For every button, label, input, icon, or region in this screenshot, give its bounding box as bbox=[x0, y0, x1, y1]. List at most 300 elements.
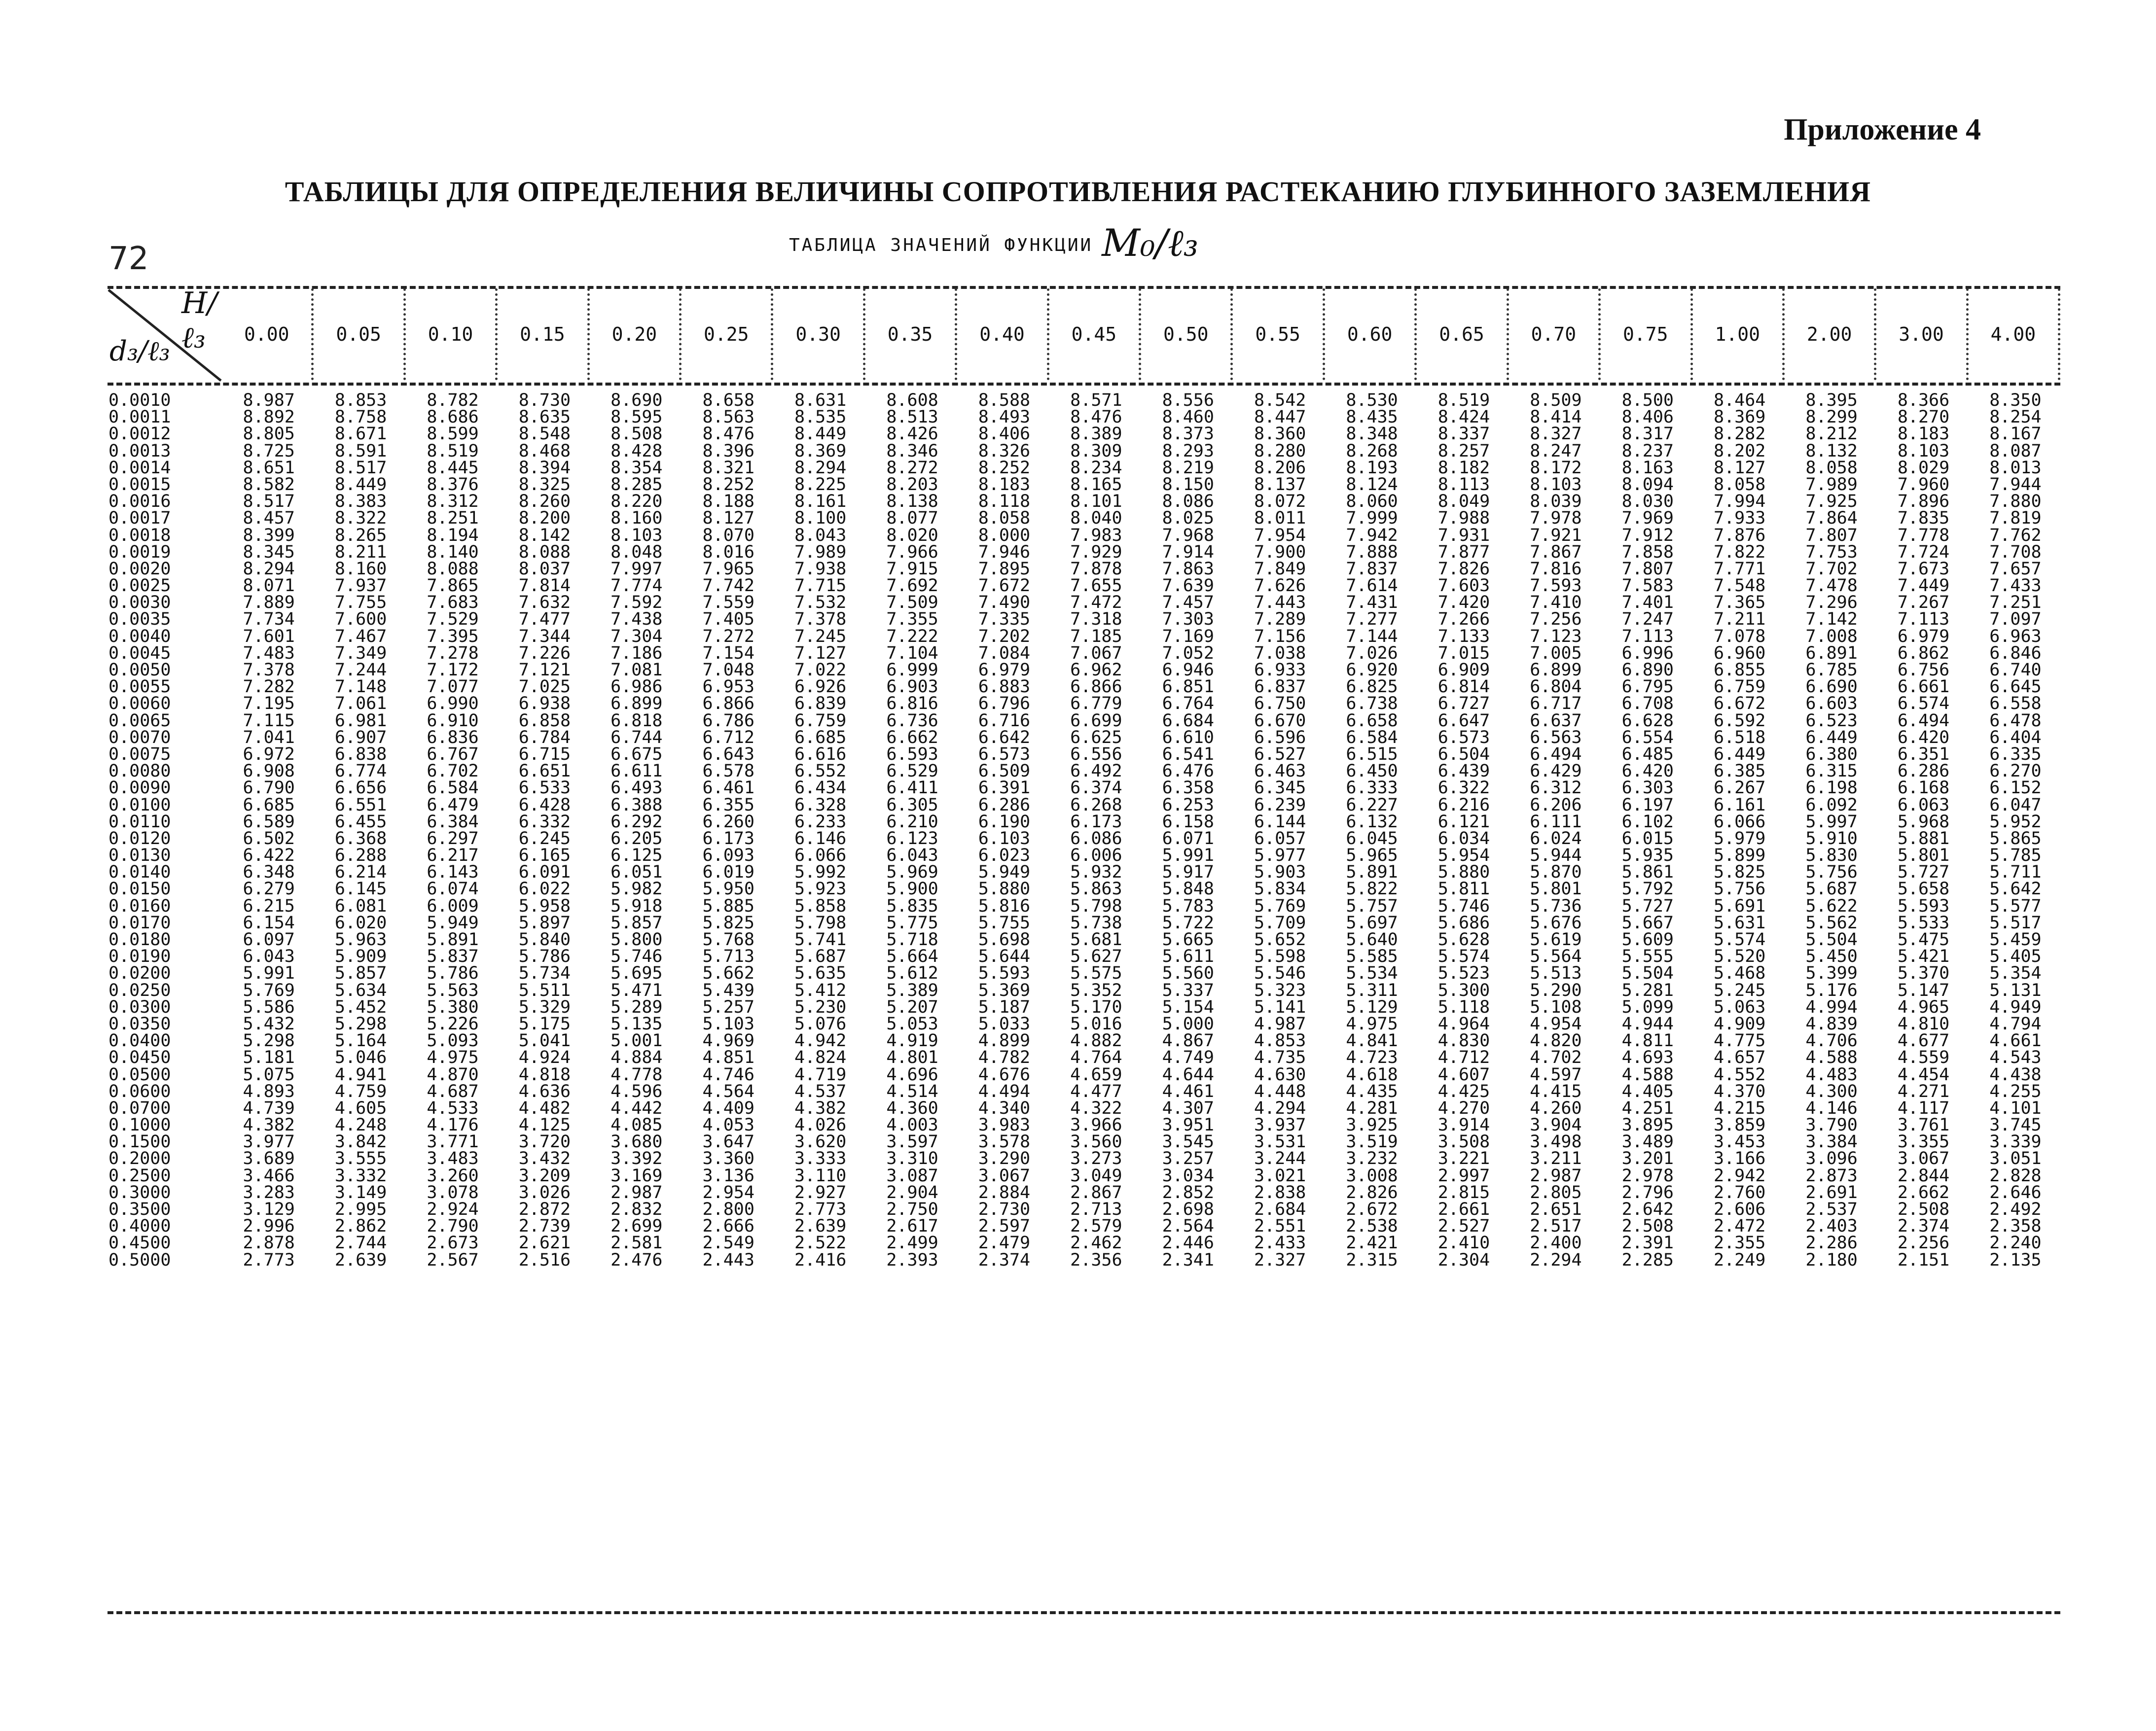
table-cell: 7.156 bbox=[1254, 626, 1306, 646]
table-cell: 4.448 bbox=[1254, 1081, 1306, 1101]
table-cell: 8.088 bbox=[518, 542, 571, 562]
table-cell: 5.755 bbox=[978, 913, 1031, 933]
table-cell: 2.516 bbox=[518, 1250, 571, 1270]
table-cell: 5.176 bbox=[1805, 980, 1858, 1000]
table-cell: 4.438 bbox=[1989, 1064, 2042, 1085]
table-cell: 2.522 bbox=[794, 1233, 847, 1253]
row-label: 0.0160 bbox=[108, 896, 171, 916]
table-cell: 3.310 bbox=[886, 1149, 938, 1169]
table-cell: 8.445 bbox=[427, 458, 479, 478]
table-cell: 5.370 bbox=[1897, 963, 1950, 984]
table-cell: 8.519 bbox=[1437, 390, 1490, 410]
table-cell: 6.675 bbox=[611, 744, 663, 764]
column-header: 0.40 bbox=[957, 288, 1049, 380]
table-cell: 8.853 bbox=[334, 390, 387, 410]
table-cell: 6.479 bbox=[427, 795, 479, 815]
table-cell: 6.286 bbox=[1897, 761, 1950, 781]
table-cell: 8.029 bbox=[1897, 458, 1950, 478]
table-cell: 8.500 bbox=[1621, 390, 1674, 410]
table-cell: 2.567 bbox=[427, 1250, 479, 1270]
table-cell: 6.322 bbox=[1437, 778, 1490, 798]
table-cell: 8.595 bbox=[611, 407, 663, 427]
table-cell: 6.165 bbox=[518, 846, 571, 866]
table-cell: 3.720 bbox=[518, 1132, 571, 1152]
table-cell: 6.123 bbox=[886, 828, 938, 848]
table-cell: 3.129 bbox=[243, 1200, 295, 1219]
table-cell: 5.513 bbox=[1530, 963, 1582, 984]
table-cell: 5.741 bbox=[794, 930, 847, 950]
table-cell: 6.439 bbox=[1437, 761, 1490, 781]
table-cell: 2.996 bbox=[243, 1216, 295, 1236]
table-cell: 8.200 bbox=[518, 508, 571, 529]
table-cell: 7.960 bbox=[1897, 474, 1950, 495]
table-cell: 5.949 bbox=[978, 862, 1031, 883]
table-cell: 2.472 bbox=[1714, 1216, 1766, 1236]
table-cell: 8.406 bbox=[978, 424, 1031, 444]
table-cell: 6.020 bbox=[334, 913, 387, 933]
table-cell: 6.312 bbox=[1530, 778, 1582, 798]
table-cell: 6.303 bbox=[1621, 778, 1674, 798]
table-cell: 4.764 bbox=[1070, 1048, 1122, 1068]
table-cell: 7.900 bbox=[1254, 542, 1306, 562]
table-cell: 4.618 bbox=[1346, 1064, 1398, 1085]
table-cell: 7.289 bbox=[1254, 609, 1306, 630]
table-cell: 8.535 bbox=[794, 407, 847, 427]
table-cell: 6.825 bbox=[1346, 677, 1398, 697]
table-cell: 5.798 bbox=[1070, 896, 1122, 916]
table-cell: 5.992 bbox=[794, 862, 847, 883]
table-cell: 7.410 bbox=[1530, 593, 1582, 613]
table-cell: 6.946 bbox=[1162, 660, 1214, 680]
table-cell: 6.509 bbox=[978, 761, 1031, 781]
column-header-row bbox=[222, 288, 2060, 380]
table-cell: 4.949 bbox=[1989, 997, 2042, 1017]
table-cell: 2.796 bbox=[1621, 1182, 1674, 1202]
table-cell: 2.987 bbox=[611, 1182, 663, 1202]
table-row bbox=[108, 1184, 2061, 1201]
table-cell: 5.560 bbox=[1162, 963, 1214, 984]
table-cell: 7.015 bbox=[1437, 643, 1490, 663]
table-cell: 2.800 bbox=[702, 1200, 755, 1219]
table-cell: 3.937 bbox=[1254, 1115, 1306, 1135]
table-cell: 7.026 bbox=[1346, 643, 1398, 663]
table-cell: 8.251 bbox=[427, 508, 479, 529]
table-cell: 8.087 bbox=[1989, 441, 2042, 461]
table-cell: 3.977 bbox=[243, 1132, 295, 1152]
table-cell: 8.513 bbox=[886, 407, 938, 427]
table-cell: 5.738 bbox=[1070, 913, 1122, 933]
table-cell: 7.724 bbox=[1897, 542, 1950, 562]
table-cell: 7.226 bbox=[518, 643, 571, 663]
table-row bbox=[108, 1032, 2061, 1049]
table-cell: 2.374 bbox=[1897, 1216, 1950, 1236]
table-cell: 4.884 bbox=[611, 1048, 663, 1068]
table-cell: 7.431 bbox=[1346, 593, 1398, 613]
table-cell: 5.281 bbox=[1621, 980, 1674, 1000]
table-cell: 6.610 bbox=[1162, 727, 1214, 747]
table-cell: 6.332 bbox=[518, 812, 571, 832]
table-cell: 5.245 bbox=[1714, 980, 1766, 1000]
table-cell: 2.517 bbox=[1530, 1216, 1582, 1236]
table-cell: 6.938 bbox=[518, 694, 571, 714]
table-cell: 2.479 bbox=[978, 1233, 1031, 1253]
table-cell: 6.057 bbox=[1254, 828, 1306, 848]
table-cell: 5.695 bbox=[611, 963, 663, 984]
table-cell: 6.279 bbox=[243, 879, 295, 899]
table-cell: 3.925 bbox=[1346, 1115, 1398, 1135]
table-cell: 5.786 bbox=[427, 963, 479, 984]
table-cell: 5.369 bbox=[978, 980, 1031, 1000]
table-cell: 7.256 bbox=[1530, 609, 1582, 630]
table-cell: 7.989 bbox=[794, 542, 847, 562]
column-header: 0.30 bbox=[773, 288, 865, 380]
table-cell: 6.759 bbox=[794, 710, 847, 731]
table-cell: 3.209 bbox=[518, 1166, 571, 1186]
table-cell: 5.949 bbox=[427, 913, 479, 933]
table-cell: 8.608 bbox=[886, 390, 938, 410]
table-cell: 5.713 bbox=[702, 947, 755, 967]
row-label: 0.0010 bbox=[108, 390, 171, 410]
table-cell: 6.215 bbox=[243, 896, 295, 916]
table-cell: 5.979 bbox=[1714, 828, 1766, 848]
table-cell: 5.848 bbox=[1162, 879, 1214, 899]
table-cell: 5.800 bbox=[611, 930, 663, 950]
table-cell: 5.475 bbox=[1897, 930, 1950, 950]
table-row bbox=[108, 931, 2061, 948]
table-cell: 7.896 bbox=[1897, 492, 1950, 512]
table-cell: 6.578 bbox=[702, 761, 755, 781]
table-cell: 6.411 bbox=[886, 778, 938, 798]
table-cell: 3.578 bbox=[978, 1132, 1031, 1152]
table-cell: 8.193 bbox=[1346, 458, 1398, 478]
table-cell: 2.151 bbox=[1897, 1250, 1950, 1270]
table-cell: 3.597 bbox=[886, 1132, 938, 1152]
table-cell: 5.736 bbox=[1530, 896, 1582, 916]
table-cell: 5.354 bbox=[1989, 963, 2042, 984]
table-cell: 6.903 bbox=[886, 677, 938, 697]
table-cell: 6.125 bbox=[611, 846, 663, 866]
table-cell: 8.048 bbox=[611, 542, 663, 562]
table-cell: 2.508 bbox=[1621, 1216, 1674, 1236]
table-cell: 8.435 bbox=[1346, 407, 1398, 427]
table-cell: 5.891 bbox=[427, 930, 479, 950]
table-cell: 7.041 bbox=[243, 727, 295, 747]
table-cell: 2.617 bbox=[886, 1216, 938, 1236]
header-corner-cell bbox=[108, 286, 222, 383]
table-cell: 5.923 bbox=[794, 879, 847, 899]
table-cell: 8.366 bbox=[1897, 390, 1950, 410]
table-cell: 8.373 bbox=[1162, 424, 1214, 444]
table-cell: 2.904 bbox=[886, 1182, 938, 1202]
table-cell: 6.979 bbox=[978, 660, 1031, 680]
table-cell: 4.415 bbox=[1530, 1081, 1582, 1101]
table-cell: 5.577 bbox=[1989, 896, 2042, 916]
table-cell: 5.900 bbox=[886, 879, 938, 899]
table-cell: 5.108 bbox=[1530, 997, 1582, 1017]
table-cell: 5.041 bbox=[518, 1031, 571, 1051]
table-cell: 6.504 bbox=[1437, 744, 1490, 764]
table-cell: 7.914 bbox=[1162, 542, 1214, 562]
table-cell: 6.227 bbox=[1346, 795, 1398, 815]
table-cell: 6.161 bbox=[1714, 795, 1766, 815]
table-cell: 4.839 bbox=[1805, 1014, 1858, 1034]
table-cell: 8.058 bbox=[1805, 458, 1858, 478]
table-cell: 4.370 bbox=[1714, 1081, 1766, 1101]
table-cell: 7.954 bbox=[1254, 525, 1306, 545]
table-cell: 7.867 bbox=[1530, 542, 1582, 562]
table-cell: 3.489 bbox=[1621, 1132, 1674, 1152]
table-cell: 6.328 bbox=[794, 795, 847, 815]
table-cell: 2.750 bbox=[886, 1200, 938, 1219]
table-cell: 6.573 bbox=[1437, 727, 1490, 747]
row-label: 0.1000 bbox=[108, 1115, 171, 1135]
table-cell: 8.011 bbox=[1254, 508, 1306, 529]
table-cell: 7.966 bbox=[886, 542, 938, 562]
table-cell: 5.593 bbox=[1897, 896, 1950, 916]
table-cell: 5.352 bbox=[1070, 980, 1122, 1000]
table-cell: 4.125 bbox=[518, 1115, 571, 1135]
table-cell: 6.449 bbox=[1714, 744, 1766, 764]
table-cell: 7.600 bbox=[334, 609, 387, 630]
table-cell: 3.087 bbox=[886, 1166, 938, 1186]
table-cell: 8.282 bbox=[1714, 424, 1766, 444]
table-cell: 8.103 bbox=[1530, 474, 1582, 495]
table-cell: 6.816 bbox=[886, 694, 938, 714]
table-cell: 6.972 bbox=[243, 744, 295, 764]
table-cell: 6.267 bbox=[1714, 778, 1766, 798]
table-cell: 2.873 bbox=[1805, 1166, 1858, 1186]
table-cell: 3.169 bbox=[611, 1166, 663, 1186]
table-cell: 5.757 bbox=[1346, 896, 1398, 916]
table-cell: 6.216 bbox=[1437, 795, 1490, 815]
table-cell: 8.457 bbox=[243, 508, 295, 529]
table-cell: 7.865 bbox=[427, 576, 479, 596]
table-cell: 5.534 bbox=[1346, 963, 1398, 984]
table-cell: 8.071 bbox=[243, 576, 295, 596]
table-cell: 7.771 bbox=[1714, 559, 1766, 579]
table-cell: 6.450 bbox=[1346, 761, 1398, 781]
table-cell: 4.712 bbox=[1437, 1048, 1490, 1068]
table-cell: 6.111 bbox=[1530, 812, 1582, 832]
table-cell: 4.405 bbox=[1621, 1081, 1674, 1101]
table-row bbox=[108, 577, 2061, 594]
table-cell: 2.356 bbox=[1070, 1250, 1122, 1270]
table-cell: 7.994 bbox=[1714, 492, 1766, 512]
table-cell: 5.563 bbox=[427, 980, 479, 1000]
table-cell: 5.727 bbox=[1621, 896, 1674, 916]
table-cell: 8.395 bbox=[1805, 390, 1858, 410]
table-cell: 6.214 bbox=[334, 862, 387, 883]
table-cell: 7.593 bbox=[1530, 576, 1582, 596]
table-cell: 6.551 bbox=[334, 795, 387, 815]
table-cell: 7.835 bbox=[1897, 508, 1950, 529]
table-cell: 2.621 bbox=[518, 1233, 571, 1253]
table-cell: 6.380 bbox=[1805, 744, 1858, 764]
table-cell: 2.135 bbox=[1989, 1250, 2042, 1270]
table-cell: 5.825 bbox=[702, 913, 755, 933]
table-cell: 7.104 bbox=[886, 643, 938, 663]
row-label: 0.0350 bbox=[108, 1014, 171, 1034]
table-cell: 6.656 bbox=[334, 778, 387, 798]
table-cell: 6.494 bbox=[1897, 710, 1950, 731]
table-cell: 3.453 bbox=[1714, 1132, 1766, 1152]
table-cell: 2.661 bbox=[1437, 1200, 1490, 1219]
table-cell: 3.067 bbox=[978, 1166, 1031, 1186]
table-cell: 5.909 bbox=[334, 947, 387, 967]
table-cell: 2.315 bbox=[1346, 1250, 1398, 1270]
table-cell: 4.954 bbox=[1530, 1014, 1582, 1034]
table-cell: 2.832 bbox=[611, 1200, 663, 1219]
table-cell: 4.085 bbox=[611, 1115, 663, 1135]
table-cell: 5.635 bbox=[794, 963, 847, 984]
table-row bbox=[108, 425, 2061, 442]
table-cell: 4.919 bbox=[886, 1031, 938, 1051]
row-label: 0.0025 bbox=[108, 576, 171, 596]
table-cell: 8.070 bbox=[702, 525, 755, 545]
table-cell: 6.019 bbox=[702, 862, 755, 883]
table-cell: 7.296 bbox=[1805, 593, 1858, 613]
table-cell: 7.401 bbox=[1621, 593, 1674, 613]
table-cell: 6.043 bbox=[243, 947, 295, 967]
table-cell: 5.950 bbox=[702, 879, 755, 899]
table-cell: 6.558 bbox=[1989, 694, 2042, 714]
data-table bbox=[108, 392, 2061, 1269]
table-cell: 3.392 bbox=[611, 1149, 663, 1169]
table-cell: 7.931 bbox=[1437, 525, 1490, 545]
table-cell: 6.206 bbox=[1530, 795, 1582, 815]
table-cell: 4.975 bbox=[427, 1048, 479, 1068]
table-cell: 5.652 bbox=[1254, 930, 1306, 950]
table-cell: 6.838 bbox=[334, 744, 387, 764]
table-cell: 3.149 bbox=[334, 1182, 387, 1202]
table-cell: 5.546 bbox=[1254, 963, 1306, 984]
table-cell: 5.439 bbox=[702, 980, 755, 1000]
table-cell: 4.782 bbox=[978, 1048, 1031, 1068]
table-cell: 6.523 bbox=[1805, 710, 1858, 731]
table-cell: 5.076 bbox=[794, 1014, 847, 1034]
table-cell: 8.428 bbox=[611, 441, 663, 461]
table-cell: 4.851 bbox=[702, 1048, 755, 1068]
table-cell: 8.389 bbox=[1070, 424, 1122, 444]
table-cell: 2.927 bbox=[794, 1182, 847, 1202]
table-cell: 8.113 bbox=[1437, 474, 1490, 495]
table-cell: 4.693 bbox=[1621, 1048, 1674, 1068]
table-cell: 8.260 bbox=[518, 492, 571, 512]
table-cell: 8.396 bbox=[702, 441, 755, 461]
table-cell: 6.603 bbox=[1805, 694, 1858, 714]
table-cell: 2.443 bbox=[702, 1250, 755, 1270]
table-row bbox=[108, 561, 2061, 577]
table-cell: 6.899 bbox=[1530, 660, 1582, 680]
table-cell: 7.774 bbox=[611, 576, 663, 596]
table-row bbox=[108, 476, 2061, 493]
table-cell: 6.494 bbox=[1530, 744, 1582, 764]
table-cell: 3.201 bbox=[1621, 1149, 1674, 1169]
table-cell: 8.252 bbox=[702, 474, 755, 495]
table-cell: 8.188 bbox=[702, 492, 755, 512]
table-cell: 3.895 bbox=[1621, 1115, 1674, 1135]
table-cell: 7.816 bbox=[1530, 559, 1582, 579]
table-cell: 5.459 bbox=[1989, 930, 2042, 950]
table-cell: 7.858 bbox=[1621, 542, 1674, 562]
table-cell: 7.683 bbox=[427, 593, 479, 613]
table-cell: 2.294 bbox=[1530, 1250, 1582, 1270]
table-cell: 8.369 bbox=[1714, 407, 1766, 427]
table-cell: 8.383 bbox=[334, 492, 387, 512]
table-row bbox=[108, 813, 2061, 830]
table-cell: 7.211 bbox=[1714, 609, 1766, 630]
table-cell: 6.404 bbox=[1989, 727, 2042, 747]
table-cell: 8.348 bbox=[1346, 424, 1398, 444]
table-cell: 8.272 bbox=[886, 458, 938, 478]
table-cell: 5.181 bbox=[243, 1048, 295, 1068]
table-cell: 2.606 bbox=[1714, 1200, 1766, 1219]
table-cell: 5.687 bbox=[794, 947, 847, 967]
table-cell: 8.464 bbox=[1714, 390, 1766, 410]
table-cell: 5.691 bbox=[1714, 896, 1766, 916]
table-cell: 8.118 bbox=[978, 492, 1031, 512]
table-cell: 5.207 bbox=[886, 997, 938, 1017]
table-cell: 7.443 bbox=[1254, 593, 1306, 613]
table-cell: 8.077 bbox=[886, 508, 938, 529]
table-cell: 6.288 bbox=[334, 846, 387, 866]
table-cell: 6.645 bbox=[1989, 677, 2042, 697]
table-cell: 8.892 bbox=[243, 407, 295, 427]
table-cell: 8.449 bbox=[794, 424, 847, 444]
table-cell: 3.555 bbox=[334, 1149, 387, 1169]
table-cell: 7.478 bbox=[1805, 576, 1858, 596]
row-label: 0.0180 bbox=[108, 930, 171, 950]
table-cell: 7.025 bbox=[518, 677, 571, 697]
table-cell: 6.851 bbox=[1162, 677, 1214, 697]
table-cell: 4.483 bbox=[1805, 1064, 1858, 1085]
table-cell: 5.786 bbox=[518, 947, 571, 967]
column-header: 0.45 bbox=[1049, 288, 1141, 380]
table-cell: 5.718 bbox=[886, 930, 938, 950]
table-cell: 5.746 bbox=[1437, 896, 1490, 916]
table-cell: 3.498 bbox=[1530, 1132, 1582, 1152]
table-cell: 7.438 bbox=[611, 609, 663, 630]
row-label: 0.0016 bbox=[108, 492, 171, 512]
row-label: 0.0600 bbox=[108, 1081, 171, 1101]
table-cell: 8.517 bbox=[243, 492, 295, 512]
table-cell: 8.690 bbox=[611, 390, 663, 410]
table-cell: 6.858 bbox=[518, 710, 571, 731]
table-cell: 2.698 bbox=[1162, 1200, 1214, 1219]
table-cell: 5.627 bbox=[1070, 947, 1122, 967]
table-cell: 4.442 bbox=[611, 1098, 663, 1118]
table-cell: 2.739 bbox=[518, 1216, 571, 1236]
table-cell: 5.147 bbox=[1897, 980, 1950, 1000]
table-cell: 8.058 bbox=[1714, 474, 1766, 495]
table-cell: 8.013 bbox=[1989, 458, 2042, 478]
table-cell: 7.988 bbox=[1437, 508, 1490, 529]
table-cell: 4.146 bbox=[1805, 1098, 1858, 1118]
table-cell: 8.220 bbox=[611, 492, 663, 512]
table-row bbox=[108, 392, 2061, 409]
table-cell: 8.212 bbox=[1805, 424, 1858, 444]
table-cell: 6.866 bbox=[1070, 677, 1122, 697]
table-cell: 6.391 bbox=[978, 778, 1031, 798]
table-cell: 5.825 bbox=[1714, 862, 1766, 883]
table-cell: 7.449 bbox=[1897, 576, 1950, 596]
table-cell: 4.477 bbox=[1070, 1081, 1122, 1101]
table-cell: 5.471 bbox=[611, 980, 663, 1000]
table-cell: 4.597 bbox=[1530, 1064, 1582, 1085]
table-cell: 7.878 bbox=[1070, 559, 1122, 579]
row-label: 0.2000 bbox=[108, 1149, 171, 1169]
table-cell: 8.203 bbox=[886, 474, 938, 495]
